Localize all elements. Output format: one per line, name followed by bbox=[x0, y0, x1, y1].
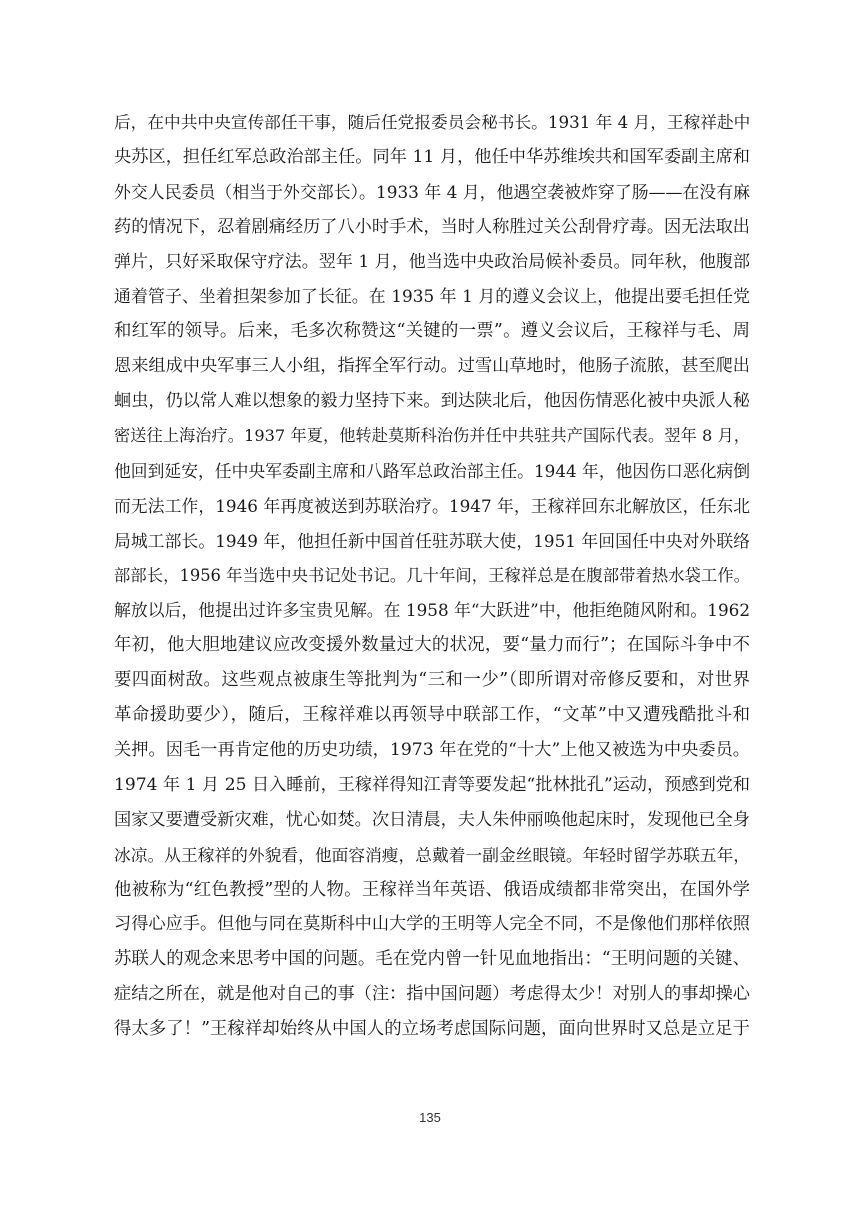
text-line: 蛔虫，仍以常人难以想象的毅力坚持下来。到达陕北后，他因伤情恶化被中央派人秘 bbox=[114, 391, 750, 412]
text-line: 国家又要遭受新灾难，忧心如焚。次日清晨，夫人朱仲丽唤他起床时，发现他已全身 bbox=[114, 809, 750, 830]
page-number: 135 bbox=[419, 1110, 441, 1125]
text-line: 要四面树敌。这些观点被康生等批判为“三和一少”（即所谓对帝修反要和，对世界 bbox=[114, 670, 750, 691]
text-line: 年初，他大胆地建议应改变援外数量过大的状况，要“量力而行”；在国际斗争中不 bbox=[114, 635, 750, 656]
text-line: 外交人民委员（相当于外交部长）。1933 年 4 月，他遇空袭被炸穿了肠——在没有麻 bbox=[114, 181, 750, 202]
text-line: 密送往上海治疗。1937 年夏，他转赴莫斯科治伤并任中共驻共产国际代表。翌年 8 月， bbox=[114, 426, 750, 446]
text-line: 1974 年 1 月 25 日入睡前，王稼祥得知江青等要发起“批林批孔”运动，预感到党和 bbox=[114, 774, 750, 795]
body-text bbox=[114, 105, 750, 1047]
text-line: 通着管子、坐着担架参加了长征。在 1935 年 1 月的遵义会议上，他提出要毛担任党 bbox=[114, 286, 750, 307]
text-line: 得太多了！”王稼祥却始终从中国人的立场考虑国际问题，面向世界时又总是立足于 bbox=[114, 1019, 750, 1040]
text-line: 他回到延安，任中央军委副主席和八路军总政治部主任。1944 年，他因伤口恶化病倒 bbox=[114, 460, 750, 481]
text-line: 苏联人的观念来思考中国的问题。毛在党内曾一针见血地指出：“王明问题的关键、 bbox=[114, 949, 750, 970]
text-line: 恩来组成中央军事三人小组，指挥全军行动。过雪山草地时，他肠子流脓，甚至爬出 bbox=[114, 356, 750, 377]
text-line: 药的情况下，忍着剧痛经历了八小时手术，当时人称胜过关公刮骨疗毒。因无法取出 bbox=[114, 216, 750, 237]
text-line: 解放以后，他提出过许多宝贵见解。在 1958 年“大跃进”中，他拒绝随风附和。1962 bbox=[114, 600, 750, 621]
text-line: 局城工部长。1949 年，他担任新中国首任驻苏联大使，1951 年回国任中央对外联络 bbox=[114, 530, 750, 551]
text-line: 部部长，1956 年当选中央书记处书记。几十年间，王稼祥总是在腹部带着热水袋工作。 bbox=[114, 565, 750, 585]
text-line: 央苏区，担任红军总政治部主任。同年 11 月，他任中华苏维埃共和国军委副主席和 bbox=[114, 146, 750, 167]
text-line: 而无法工作，1946 年再度被送到苏联治疗。1947 年，王稼祥回东北解放区，任东北 bbox=[114, 495, 750, 516]
text-line: 冰凉。从王稼祥的外貌看，他面容消瘦，总戴着一副金丝眼镜。年轻时留学苏联五年， bbox=[114, 844, 750, 865]
text-line: 关押。因毛一再肯定他的历史功绩，1973 年在党的“十大”上他又被选为中央委员。 bbox=[114, 740, 750, 761]
text-line: 症结之所在，就是他对自己的事（注：指中国问题）考虑得太少！对别人的事却操心 bbox=[114, 984, 750, 1005]
text-line: 后，在中共中央宣传部任干事，随后任党报委员会秘书长。1931 年 4 月，王稼祥赴中 bbox=[114, 112, 750, 132]
text-line: 习得心应手。但他与同在莫斯科中山大学的王明等人完全不同，不是像他们那样依照 bbox=[114, 914, 750, 935]
text-line: 和红军的领导。后来，毛多次称赞这“关键的一票”。遵义会议后，王稼祥与毛、周 bbox=[114, 321, 750, 342]
text-line: 革命援助要少），随后，王稼祥难以再领导中联部工作，“文革”中又遭残酷批斗和 bbox=[114, 705, 750, 726]
text-line: 弹片，只好采取保守疗法。翌年 1 月，他当选中央政治局候补委员。同年秋，他腹部 bbox=[114, 251, 750, 272]
text-line: 他被称为“红色教授”型的人物。王稼祥当年英语、俄语成绩都非常突出，在国外学 bbox=[114, 879, 750, 900]
